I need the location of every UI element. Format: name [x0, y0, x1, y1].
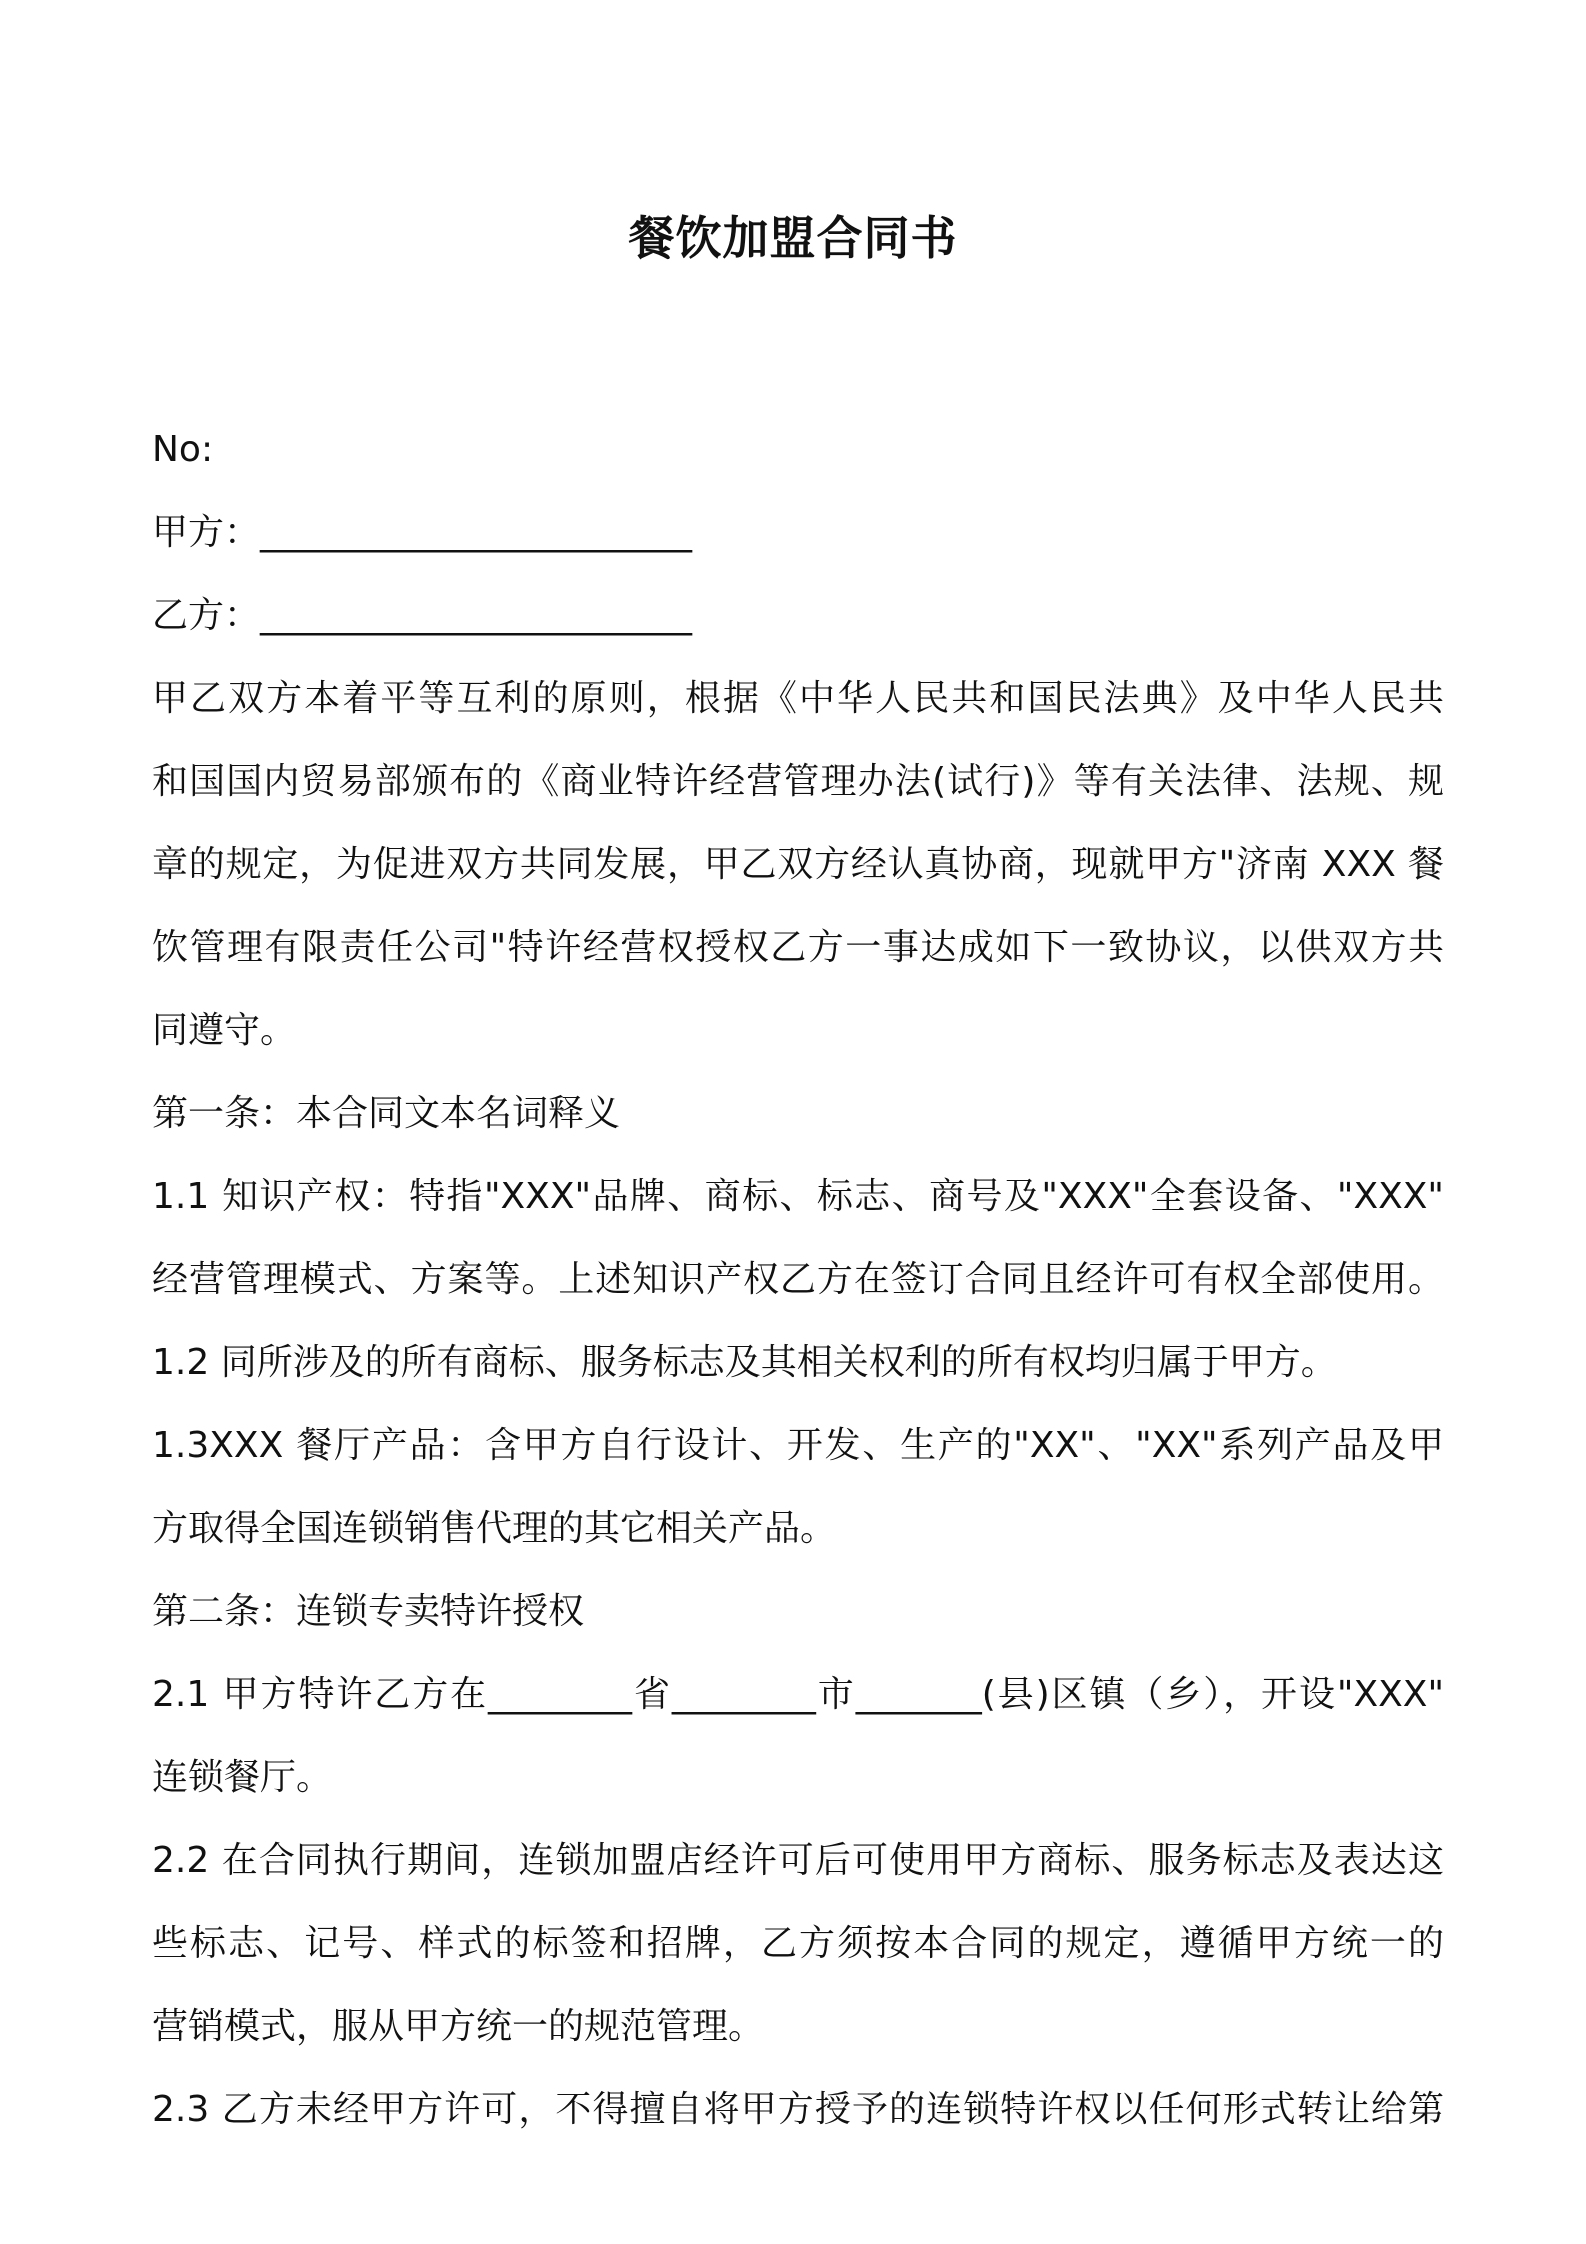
paragraph-line: 饮管理有限责任公司"特许经营权授权乙方一事达成如下一致协议，以供双方共: [152, 927, 1444, 968]
clause-line: 方取得全国连锁销售代理的其它相关产品。: [152, 1508, 837, 1549]
clause-line: 1.3XXX 餐厅产品：含甲方自行设计、开发、生产的"XX"、"XX"系列产品及甲: [152, 1425, 1444, 1466]
article-heading: 第一条：本合同文本名词释义: [152, 1093, 621, 1134]
contract-number-line: No:: [152, 429, 214, 470]
clause-line: 2.3 乙方未经甲方许可，不得擅自将甲方授予的连锁特许权以任何形式转让给第: [152, 2089, 1444, 2130]
clause-line: 经营管理模式、方案等。上述知识产权乙方在签订合同且经许可有权全部使用。: [152, 1259, 1444, 1300]
clause-line: 1.1 知识产权：特指"XXX"品牌、商标、标志、商号及"XXX"全套设备、"XXX": [152, 1176, 1444, 1217]
clause-line: 些标志、记号、样式的标签和招牌，乙方须按本合同的规定，遵循甲方统一的: [152, 1923, 1444, 1964]
paragraph-line: 章的规定，为促进双方共同发展，甲乙双方经认真协商，现就甲方"济南 XXX 餐: [152, 844, 1444, 885]
paragraph-line: 和国国内贸易部颁布的《商业特许经营管理办法(试行)》等有关法律、法规、规: [152, 761, 1444, 802]
paragraph-line: 甲乙双方本着平等互利的原则，根据《中华人民共和国民法典》及中华人民共: [152, 678, 1444, 719]
clause-line: 2.1 甲方特许乙方在________省________市_______(县)区镇（乡），开设"XXX": [152, 1674, 1444, 1715]
party-a-line: 甲方：________________________: [152, 512, 693, 553]
paragraph-line: 同遵守。: [152, 1010, 297, 1051]
document-body: [152, 408, 1444, 2151]
article-heading: 第二条：连锁专卖特许授权: [152, 1591, 585, 1632]
party-b-line: 乙方：________________________: [152, 595, 693, 636]
clause-line: 1.2 同所涉及的所有商标、服务标志及其相关权利的所有权均归属于甲方。: [152, 1342, 1337, 1383]
clause-line: 营销模式，服从甲方统一的规范管理。: [152, 2006, 765, 2047]
document-title: 餐饮加盟合同书: [628, 211, 958, 265]
clause-line: 连锁餐厅。: [152, 1757, 333, 1798]
clause-line: 2.2 在合同执行期间，连锁加盟店经许可后可使用甲方商标、服务标志及表达这: [152, 1840, 1444, 1881]
